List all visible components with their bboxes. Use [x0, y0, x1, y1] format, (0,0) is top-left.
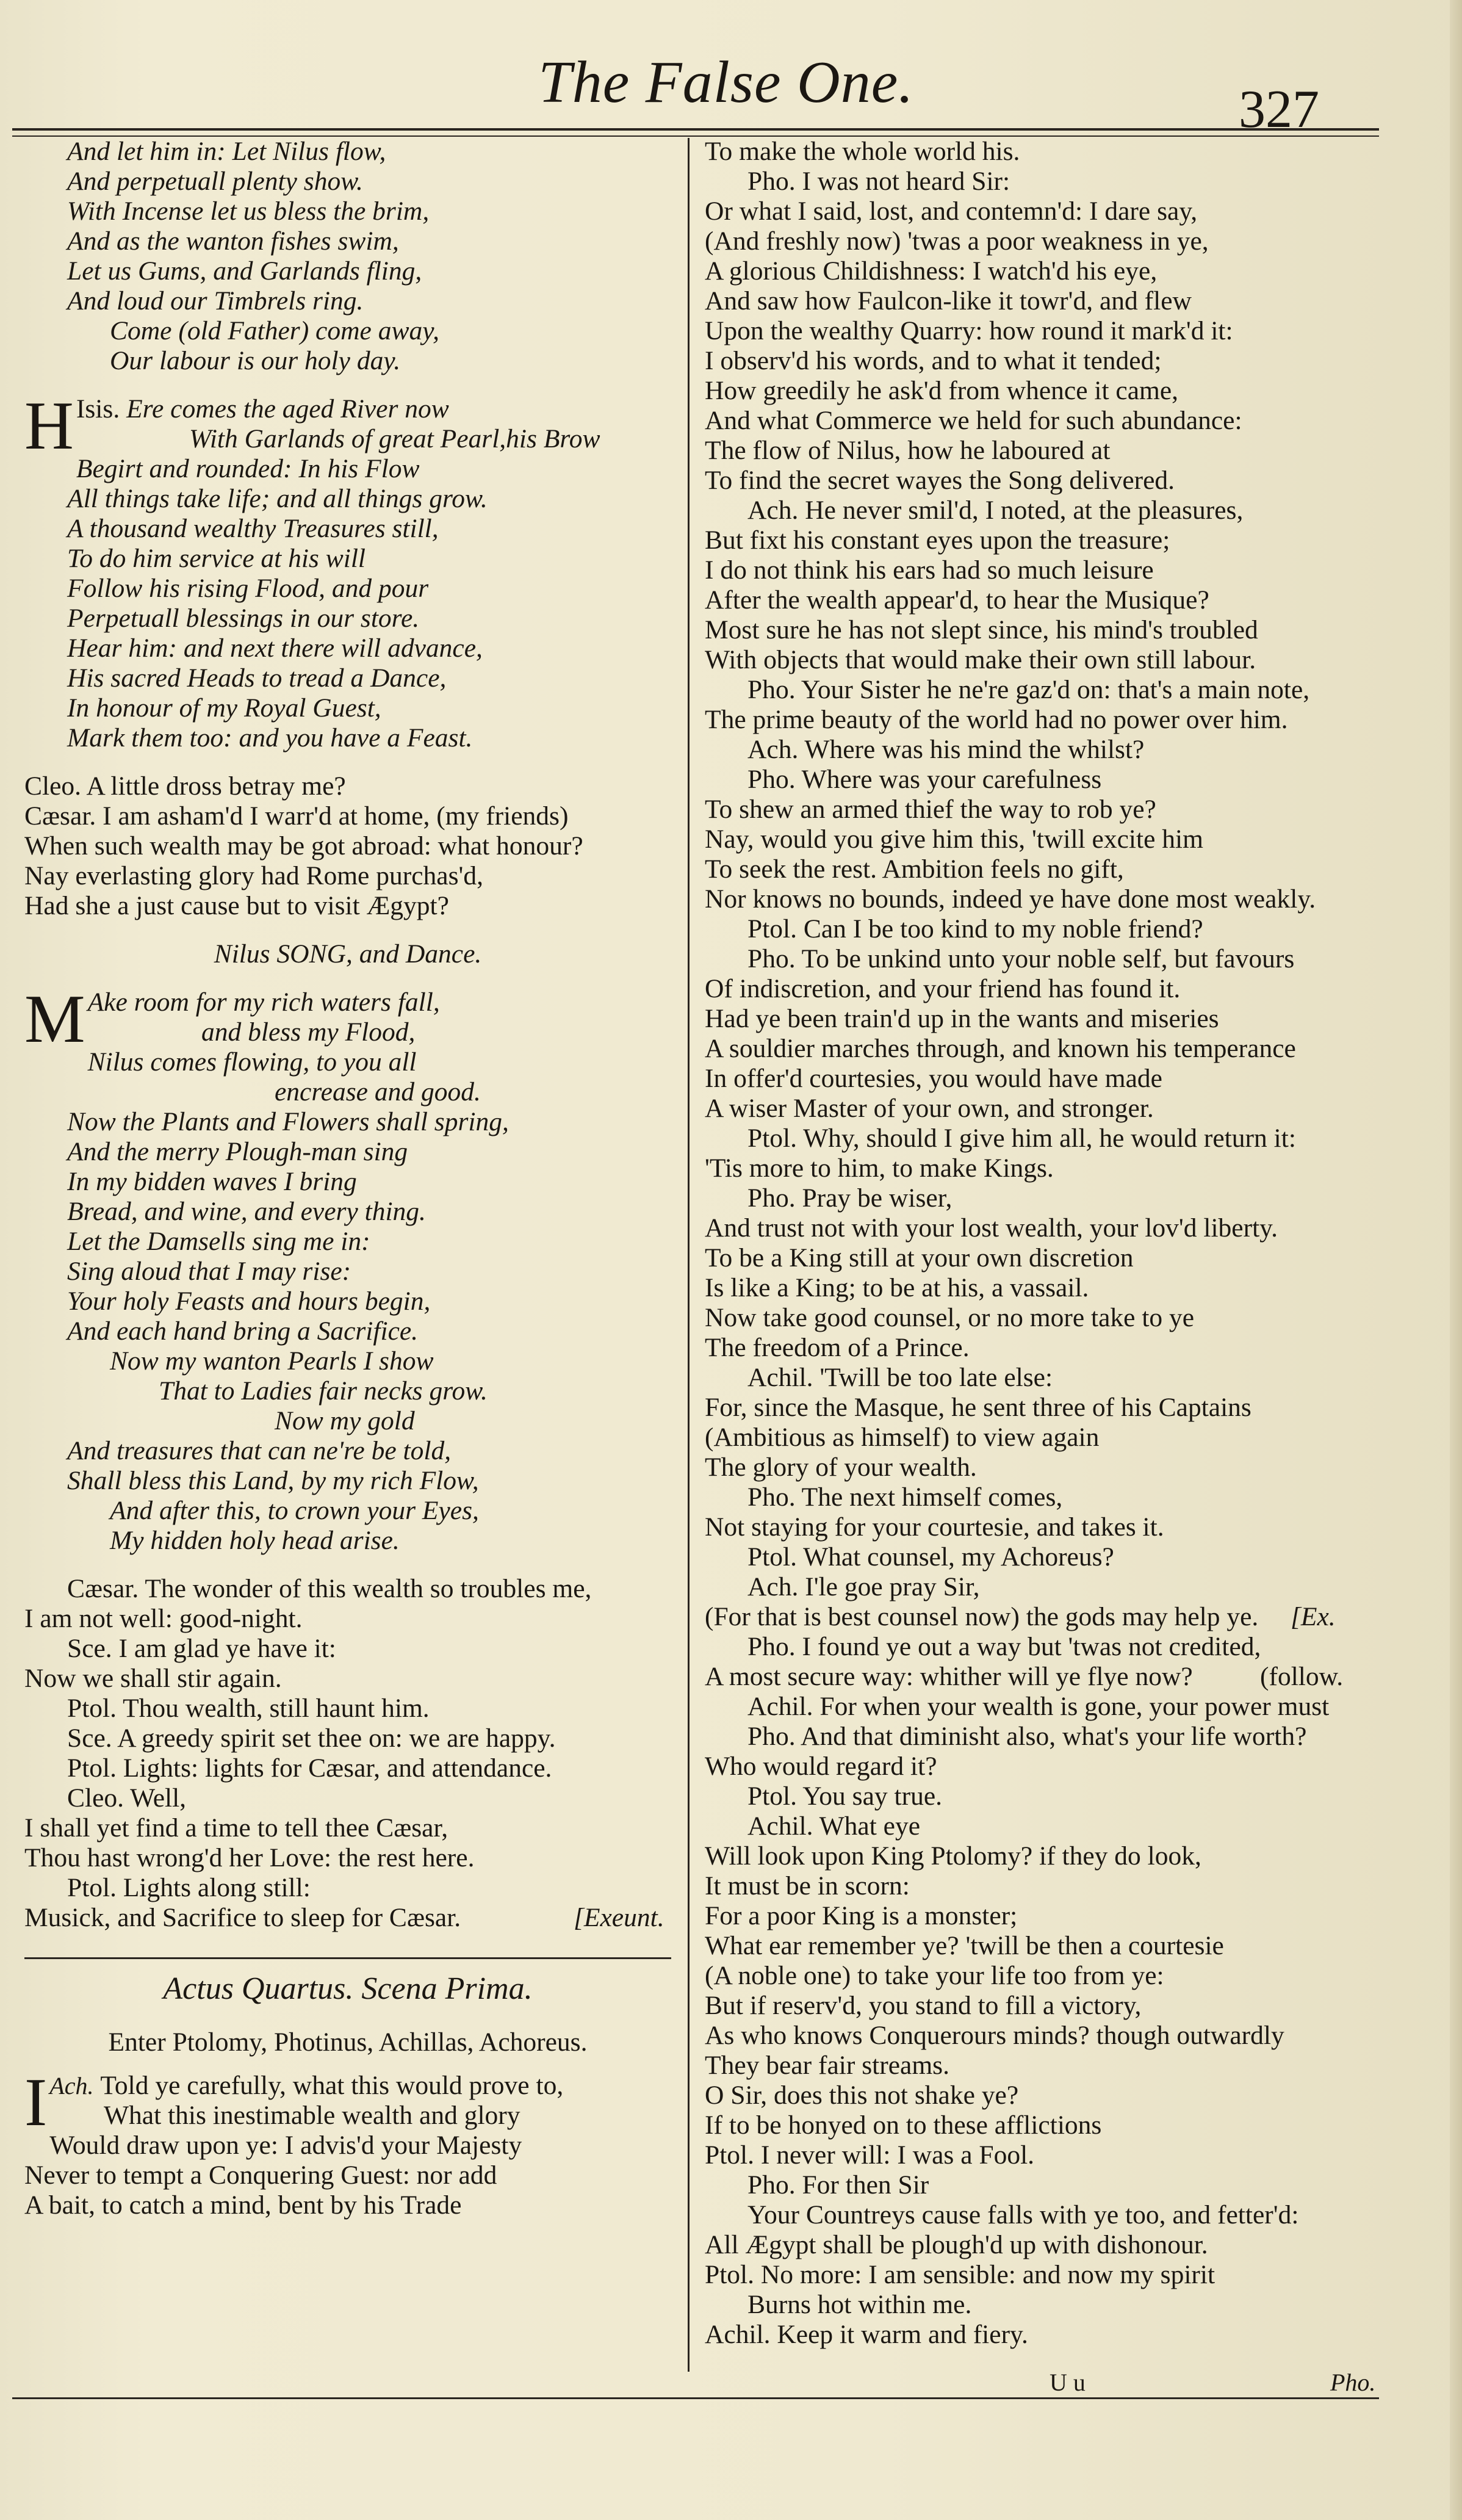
- dialog-line: To make the whole world his.: [705, 137, 1020, 166]
- dialog-line: How greedily he ask'd from whence it came,: [705, 376, 1179, 405]
- verse-line: And perpetuall plenty show.: [67, 167, 363, 196]
- catchword: Pho.: [1330, 2369, 1376, 2396]
- dialog-line: Achil. What eye: [747, 1811, 921, 1841]
- dialog-line: Had ye been train'd up in the wants and miseries: [705, 1004, 1219, 1033]
- dialog-line: A bait, to catch a mind, bent by his Trade: [24, 2190, 462, 2220]
- dialog-line: 'Tis more to him, to make Kings.: [705, 1153, 1054, 1183]
- dialog-line: Nay everlasting glory had Rome purchas'd,: [24, 861, 483, 890]
- verse-line: And let him in: Let Nilus flow,: [67, 137, 386, 166]
- dialog-line: To shew an armed thief the way to rob ye?: [705, 795, 1156, 824]
- exit-direction: [Ex.: [1291, 1602, 1336, 1631]
- dialog-line: To find the secret wayes the Song delivered.: [705, 466, 1175, 495]
- dialog-line: Cleo. Well,: [67, 1783, 187, 1813]
- dialog-line: All Ægypt shall be plough'd up with dishonour.: [705, 2230, 1208, 2259]
- dialog-line: In offer'd courtesies, you would have made: [705, 1064, 1162, 1093]
- song-title: Nilus SONG, and Dance.: [214, 939, 482, 969]
- verse-line: With Incense let us bless the brim,: [67, 197, 430, 226]
- drop-capital-m: M: [24, 981, 85, 1057]
- verse-line: Hear him: and next there will advance,: [67, 634, 483, 663]
- header-rule: [12, 128, 1379, 131]
- dialog-line: For, since the Masque, he sent three of his Captains: [705, 1393, 1251, 1422]
- dialog-line: A souldier marches through, and known his temperance: [705, 1034, 1296, 1063]
- dialog-line: Or what I said, lost, and contemn'd: I dare say,: [705, 197, 1198, 226]
- dialog-text: A most secure way: whither will ye flye now?: [705, 1662, 1193, 1691]
- verse-line: Now my gold: [275, 1406, 415, 1435]
- verse-line: Shall bless this Land, by my rich Flow,: [67, 1466, 479, 1495]
- drop-capital-h: H: [24, 388, 74, 464]
- verse-line: Nilus comes flowing, to you all: [87, 1047, 417, 1077]
- dialog-line: Pho. Pray be wiser,: [747, 1183, 952, 1213]
- right-column: [705, 137, 1379, 2380]
- dialog-line: Cæsar. The wonder of this wealth so troubles me,: [67, 1574, 592, 1603]
- song-verse-one: [24, 137, 671, 376]
- dialog-line: Ptol. Can I be too kind to my noble friend?: [747, 914, 1203, 944]
- dialog-line: It must be in scorn:: [705, 1871, 910, 1901]
- dialog-line: [705, 1662, 1379, 1692]
- dialog-line: And what Commerce we held for such abundance:: [705, 406, 1242, 435]
- dialog-line: But fixt his constant eyes upon the treasure;: [705, 525, 1170, 555]
- dialog-line: The freedom of a Prince.: [705, 1333, 970, 1362]
- dialog-line: Your Countreys cause falls with ye too, and fetter'd:: [747, 2200, 1299, 2229]
- verse-line: Begirt and rounded: In his Flow: [76, 454, 420, 483]
- dialog-line: The flow of Nilus, how he laboured at: [705, 436, 1111, 465]
- dialog-line: Ptol. I never will: I was a Fool.: [705, 2140, 1035, 2170]
- column-divider: [688, 138, 690, 2372]
- verse-line: All things take life; and all things grow.: [67, 484, 488, 513]
- verse-line: Your holy Feasts and hours begin,: [67, 1287, 431, 1316]
- dialog-line: Achil. Keep it warm and fiery.: [705, 2320, 1028, 2349]
- dialog-line: Will look upon King Ptolomy? if they do look,: [705, 1841, 1201, 1871]
- dialog-line: (A noble one) to take your life too from ye:: [705, 1961, 1164, 1990]
- dialog-line: Achil. 'Twill be too late else:: [747, 1363, 1053, 1392]
- dialog-line: After the wealth appear'd, to hear the Musique?: [705, 585, 1209, 615]
- dialog-line: Never to tempt a Conquering Guest: nor add: [24, 2161, 497, 2190]
- dialog-line: I do not think his ears had so much leisure: [705, 555, 1154, 585]
- isis-speech: [24, 388, 671, 753]
- dialog-line: What this inestimable wealth and glory: [104, 2101, 520, 2130]
- verse-line: Our labour is our holy day.: [110, 346, 401, 375]
- left-column: [24, 137, 671, 2220]
- dialog-line: When such wealth may be got abroad: what honour?: [24, 831, 583, 861]
- nilus-song: [24, 981, 671, 1556]
- dialog-line: Now we shall stir again.: [24, 1664, 282, 1693]
- dialog-line: Would draw upon ye: I advis'd your Majesty: [49, 2131, 522, 2160]
- dialog-line: To seek the rest. Ambition feels no gift,: [705, 854, 1124, 884]
- verse-line: and bless my Flood,: [201, 1017, 416, 1047]
- dialog-line: [705, 2350, 1379, 2380]
- dialog-line: Achil. For when your wealth is gone, your power must: [747, 1692, 1330, 1721]
- dialog-text: Told ye carefully, what this would prove to,: [100, 2071, 564, 2100]
- verse-line: Perpetuall blessings in our store.: [67, 604, 420, 633]
- dialog-line: Ptol. No more: I am sensible: and now my spirit: [705, 2260, 1215, 2289]
- speaker-isis: Isis.: [76, 394, 120, 424]
- page-number: 327: [1239, 80, 1319, 139]
- running-title: The False One.: [538, 49, 914, 115]
- verse-line: That to Ladies fair necks grow.: [159, 1376, 488, 1406]
- dialog-line: Sce. A greedy spirit set thee on: we are happy.: [67, 1724, 556, 1753]
- verse-line: And each hand bring a Sacrifice.: [67, 1316, 419, 1346]
- verse-line: Mark them too: and you have a Feast.: [67, 723, 473, 753]
- dialog-line: If to be honyed on to these afflictions: [705, 2110, 1102, 2140]
- dialog-line: Most sure he has not slept since, his mind's troubled: [705, 615, 1258, 644]
- verse-line: Bread, and wine, and every thing.: [67, 1197, 426, 1226]
- dialog-line: The prime beauty of the world had no power over him.: [705, 705, 1288, 734]
- dialog-line: And trust not with your lost wealth, your lov'd liberty.: [705, 1213, 1278, 1243]
- dialog-line: Ptol. Thou wealth, still haunt him.: [67, 1694, 430, 1723]
- stage-direction: Enter Ptolomy, Photinus, Achillas, Achoreus.: [108, 2027, 588, 2057]
- verse-line: And after this, to crown your Eyes,: [110, 1496, 479, 1525]
- verse-line: Now my wanton Pearls I show: [110, 1346, 434, 1376]
- dialog-line: I observ'd his words, and to what it tended;: [705, 346, 1162, 375]
- dialog-line: They bear fair streams.: [705, 2051, 949, 2080]
- footer-rule: [12, 2397, 1379, 2399]
- verse-line: In my bidden waves I bring: [67, 1167, 357, 1196]
- verse-line: His sacred Heads to tread a Dance,: [67, 663, 447, 693]
- dialog-line: Nay, would you give him this, 'twill excite him: [705, 825, 1203, 854]
- dialog-line: As who knows Conquerours minds? though outwardly: [705, 2021, 1284, 2050]
- dialog-line: Nor knows no bounds, indeed ye have done most weakly.: [705, 884, 1316, 914]
- dialog-line: Is like a King; to be at his, a vassail.: [705, 1273, 1089, 1302]
- dialog-line: Pho. And that diminisht also, what's your life worth?: [747, 1722, 1307, 1751]
- dialog-line: With objects that would make their own still labour.: [705, 645, 1256, 674]
- dialog-line: [705, 1602, 1379, 1632]
- dialog-one: [24, 771, 671, 921]
- verse-line: Let us Gums, and Garlands fling,: [67, 256, 422, 286]
- dialog-line: Pho. Where was your carefulness: [747, 765, 1102, 794]
- verse-line: Ere comes the aged River now: [126, 394, 449, 424]
- verse-line: Sing aloud that I may rise:: [67, 1257, 351, 1286]
- verse-line: With Garlands of great Pearl,his Brow: [189, 424, 600, 453]
- dialog-line: Pho. I was not heard Sir:: [747, 167, 1010, 196]
- dialog-line: Burns hot within me.: [747, 2290, 972, 2319]
- dialog-line: (Ambitious as himself) to view again: [705, 1423, 1100, 1452]
- verse-line: Come (old Father) come away,: [110, 316, 440, 345]
- dialog-line: [24, 1903, 671, 1933]
- dialog-line: (And freshly now) 'twas a poor weakness in ye,: [705, 226, 1209, 256]
- verse-line: And as the wanton fishes swim,: [67, 226, 399, 256]
- dialog-line: A wiser Master of your own, and stronger.: [705, 1094, 1154, 1123]
- dialog-line: Ptol. Lights along still:: [67, 1873, 311, 1902]
- dialog-line: Ptol. What counsel, my Achoreus?: [747, 1542, 1114, 1572]
- verse-line: Ake room for my rich waters fall,: [87, 987, 440, 1017]
- dialog-line: What ear remember ye? 'twill be then a courtesie: [705, 1931, 1224, 1960]
- dialog-line: To be a King still at your own discretion: [705, 1243, 1134, 1273]
- dialog-line: Pho. For then Sir: [747, 2170, 929, 2200]
- dialog-line: Thou hast wrong'd her Love: the rest here.: [24, 1843, 475, 1872]
- verse-line: Let the Damsells sing me in:: [67, 1227, 370, 1256]
- dialog-line: Who would regard it?: [705, 1752, 937, 1781]
- dialog-text: (For that is best counsel now) the gods may help ye.: [705, 1602, 1259, 1631]
- drop-capital-i: I: [24, 2065, 48, 2140]
- act-heading: Actus Quartus. Scena Prima.: [163, 1971, 533, 2006]
- dialog-line: The glory of your wealth.: [705, 1453, 977, 1482]
- verse-line: In honour of my Royal Guest,: [67, 693, 381, 723]
- speaker-ach: Ach.: [49, 2072, 94, 2099]
- dialog-line: Cleo. A little dross betray me?: [24, 771, 346, 801]
- dialog-line: Upon the wealthy Quarry: how round it mark'd it:: [705, 316, 1233, 345]
- dialog-line: Pho. Your Sister he ne're gaz'd on: that's a main note,: [747, 675, 1310, 704]
- dialog-two: [24, 1574, 671, 1933]
- verse-line: Follow his rising Flood, and pour: [67, 574, 429, 603]
- page-edge: [1450, 0, 1462, 2520]
- dialog-line: Not staying for your courtesie, and takes it.: [705, 1512, 1164, 1542]
- dialog-line: Sce. I am glad ye have it:: [67, 1634, 336, 1663]
- verse-line: And treasures that can ne're be told,: [67, 1436, 452, 1465]
- dialog-line: Cæsar. I am asham'd I warr'd at home, (my friends): [24, 801, 569, 831]
- dialog-line: Pho. To be unkind unto your noble self, but favours: [747, 944, 1295, 973]
- dialog-line: I am not well: good-night.: [24, 1604, 303, 1633]
- dialog-line: For a poor King is a monster;: [705, 1901, 1018, 1930]
- signature-mark: U u: [1050, 2369, 1086, 2396]
- dialog-line: Ptol. You say true.: [747, 1782, 943, 1811]
- verse-line: And loud our Timbrels ring.: [67, 286, 364, 316]
- achoreus-speech: [24, 2065, 671, 2220]
- dialog-line: Pho. The next himself comes,: [747, 1482, 1063, 1512]
- dialog-line: Ach. Where was his mind the whilst?: [747, 735, 1145, 764]
- verse-line: A thousand wealthy Treasures still,: [67, 514, 439, 543]
- dialog-line: Now take good counsel, or no more take to ye: [705, 1303, 1195, 1332]
- dialog-line: Ptol. Lights: lights for Cæsar, and attendance.: [67, 1753, 552, 1783]
- dialog-text: Musick, and Sacrifice to sleep for Cæsar.: [24, 1903, 461, 1932]
- dialog-line: I shall yet find a time to tell thee Cæsar,: [24, 1813, 448, 1843]
- act-rule: [24, 1957, 671, 1959]
- dialog-line: Had she a just cause but to visit Ægypt?: [24, 891, 449, 920]
- exeunt-direction: [Exeunt.: [574, 1903, 664, 1932]
- dialog-line: O Sir, does this not shake ye?: [705, 2081, 1019, 2110]
- dialog-line: But if reserv'd, you stand to fill a victory,: [705, 1991, 1142, 2020]
- dialog-line: Ach. He never smil'd, I noted, at the pleasures,: [747, 496, 1244, 525]
- dialog-line: Ach. I'le goe pray Sir,: [747, 1572, 980, 1601]
- follow-mark: (follow.: [1260, 1662, 1344, 1691]
- dialog-line: Ptol. Why, should I give him all, he would return it:: [747, 1124, 1296, 1153]
- verse-line: My hidden holy head arise.: [110, 1526, 400, 1555]
- verse-line: And the merry Plough-man sing: [67, 1137, 408, 1166]
- dialog-line: And saw how Faulcon-like it towr'd, and flew: [705, 286, 1192, 316]
- dialog-line: Pho. I found ye out a way but 'twas not credited,: [747, 1632, 1261, 1661]
- dialog-line: Of indiscretion, and your friend has found it.: [705, 974, 1181, 1003]
- verse-line: Now the Plants and Flowers shall spring,: [67, 1107, 509, 1136]
- verse-line: To do him service at his will: [67, 544, 366, 573]
- verse-line: encrease and good.: [275, 1077, 481, 1107]
- dialog-line: A glorious Childishness: I watch'd his eye,: [705, 256, 1158, 286]
